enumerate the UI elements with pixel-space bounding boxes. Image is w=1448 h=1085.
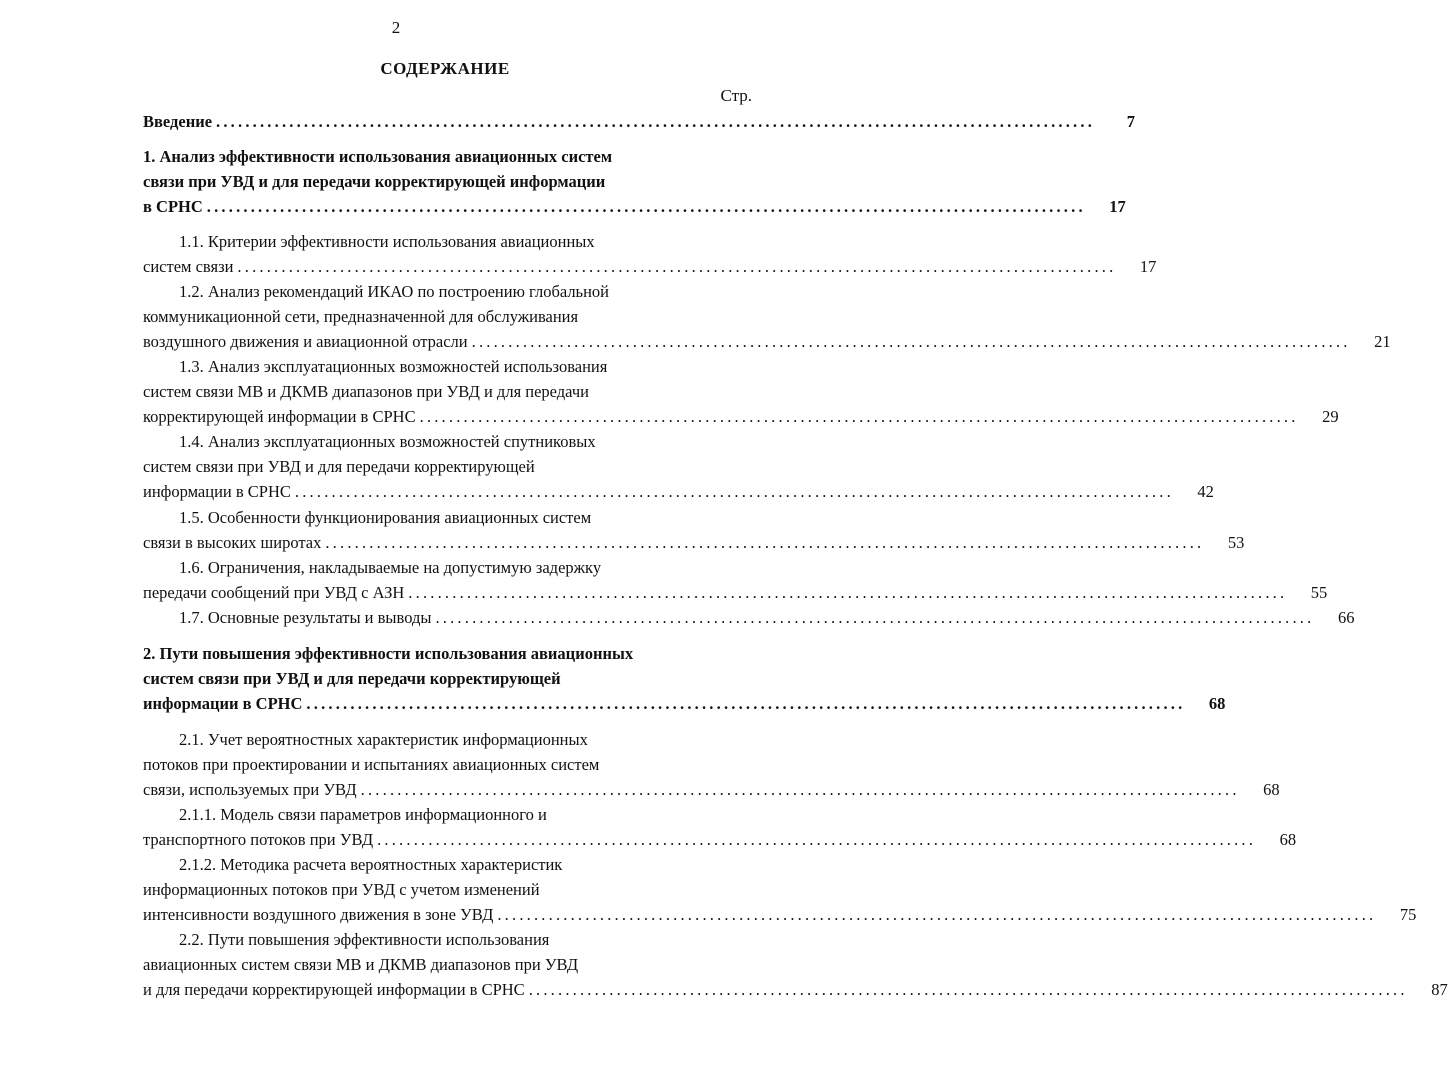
toc-entry-line: 1.4. Анализ эксплуатационных возможностей спутниковых — [179, 432, 596, 451]
toc-entry-1-5[interactable] — [143, 505, 1245, 555]
dot-leader: ........................................................................................................................ — [471, 332, 1351, 351]
toc-entry-1-2[interactable] — [143, 279, 1391, 354]
toc-entry-line: 2.2. Пути повышения эффективности использования — [179, 930, 550, 949]
toc-entry-page: 87 — [1431, 980, 1448, 999]
toc-entry-1-6[interactable] — [143, 555, 1328, 605]
dot-leader: ........................................................................................................................ — [528, 980, 1408, 999]
toc-entry-chapter-1[interactable] — [143, 144, 1126, 219]
toc-entry-title: и для передачи корректирующей информации в СРНС — [143, 980, 525, 999]
dot-leader: ........................................................................................................................ — [360, 780, 1240, 799]
toc-entry-line: 2.1.1. Модель связи параметров информационного и — [179, 805, 547, 824]
toc-entry-page: 66 — [1337, 608, 1355, 627]
toc-entry-line: потоков при проектировании и испытаниях авиационных систем — [143, 755, 600, 774]
dot-leader: ........................................................................................................................ — [419, 407, 1299, 426]
toc-entry-page: 17 — [1109, 197, 1126, 216]
toc-entry-page: 7 — [1126, 112, 1136, 131]
toc-entry-1-1[interactable] — [143, 229, 1157, 279]
toc-entry-1-7[interactable] — [143, 605, 1355, 630]
toc-entry-line: 1. Анализ эффективности использования авиационных систем — [143, 147, 613, 166]
toc-entry-line: коммуникационной сети, предназначенной для обслуживания — [143, 307, 579, 326]
page-number: 2 — [391, 18, 401, 37]
toc-entry-line: систем связи при УВД и для передачи корректирующей — [143, 669, 561, 688]
toc-entry-page: 21 — [1374, 332, 1391, 351]
dot-leader: ........................................................................................................................ — [206, 197, 1086, 216]
toc-entry-title: транспортного потоков при УВД — [143, 830, 374, 849]
dot-leader: ........................................................................................................................ — [216, 112, 1096, 131]
toc-entry-page: 68 — [1263, 780, 1280, 799]
toc-entry-title: информации в СРНС — [143, 694, 303, 713]
dot-leader: ........................................................................................................................ — [237, 257, 1117, 276]
toc-entry-line: 1.1. Критерии эффективности использования авиационных — [179, 232, 595, 251]
toc-entry-page: 68 — [1208, 694, 1226, 713]
toc-entry-page: 68 — [1279, 830, 1297, 849]
toc-entry-intro[interactable] — [143, 109, 1136, 134]
toc-entry-1-3[interactable] — [143, 354, 1339, 429]
dot-leader: ........................................................................................................................ — [306, 694, 1186, 713]
toc-entry-line: информационных потоков при УВД с учетом изменений — [143, 880, 540, 899]
toc-entry-title: интенсивности воздушного движения в зоне УВД — [143, 905, 494, 924]
toc-entry-2-2[interactable] — [143, 927, 1448, 1002]
toc-entry-page: 42 — [1197, 482, 1214, 501]
toc-entry-line: авиационных систем связи МВ и ДКМВ диапазонов при УВД — [143, 955, 579, 974]
toc-entry-chapter-2[interactable] — [143, 641, 1226, 716]
toc-entry-line: 1.6. Ограничения, накладываемые на допустимую задержку — [179, 558, 602, 577]
dot-leader: ........................................................................................................................ — [294, 482, 1174, 501]
toc-entry-title: систем связи — [143, 257, 234, 276]
toc-entry-line: 2. Пути повышения эффективности использования авиационных — [143, 644, 634, 663]
page-column-label: Стр. — [720, 86, 752, 105]
dot-leader: ........................................................................................................................ — [435, 608, 1315, 627]
toc-entry-2-1-2[interactable] — [143, 852, 1417, 927]
toc-entry-line: 1.3. Анализ эксплуатационных возможностей использования — [179, 357, 608, 376]
toc-entry-page: 17 — [1139, 257, 1157, 276]
toc-entry-page: 55 — [1310, 583, 1328, 602]
toc-entry-title: корректирующей информации в СРНС — [143, 407, 416, 426]
toc-entry-title: передачи сообщений при УВД с АЗН — [143, 583, 405, 602]
toc-entry-title: информации в СРНС — [143, 482, 291, 501]
dot-leader: ........................................................................................................................ — [408, 583, 1288, 602]
dot-leader: ........................................................................................................................ — [497, 905, 1377, 924]
toc-entry-title: связи в высоких широтах — [143, 533, 322, 552]
toc-entry-line: систем связи МВ и ДКМВ диапазонов при УВД и для передачи — [143, 382, 589, 401]
toc-entry-2-1-1[interactable] — [143, 802, 1297, 852]
dot-leader: ........................................................................................................................ — [325, 533, 1205, 552]
toc-entry-title: 1.7. Основные результаты и выводы — [179, 608, 432, 627]
toc-entry-page: 29 — [1322, 407, 1339, 426]
toc-entry-title: в СРНС — [143, 197, 203, 216]
toc-entry-line: 1.5. Особенности функционирования авиационных систем — [179, 508, 592, 527]
toc-entry-title: связи, используемых при УВД — [143, 780, 357, 799]
toc-entry-2-1[interactable] — [143, 727, 1280, 802]
toc-entry-line: систем связи при УВД и для передачи корректирующей — [143, 457, 535, 476]
toc-entry-line: 2.1.2. Методика расчета вероятностных характеристик — [179, 855, 563, 874]
toc-entry-line: 2.1. Учет вероятностных характеристик информационных — [179, 730, 588, 749]
toc-entry-title: воздушного движения и авиационной отрасли — [143, 332, 468, 351]
toc-entry-page: 75 — [1399, 905, 1417, 924]
toc-entry-line: связи при УВД и для передачи корректирующей информации — [143, 172, 606, 191]
dot-leader: ........................................................................................................................ — [377, 830, 1257, 849]
toc-entry-1-4[interactable] — [143, 429, 1214, 504]
page-title: СОДЕРЖАНИЕ — [380, 59, 510, 78]
toc-entry-title: Введение — [143, 112, 213, 131]
toc-entry-line: 1.2. Анализ рекомендаций ИКАО по построению глобальной — [179, 282, 609, 301]
toc-entry-page: 53 — [1227, 533, 1245, 552]
